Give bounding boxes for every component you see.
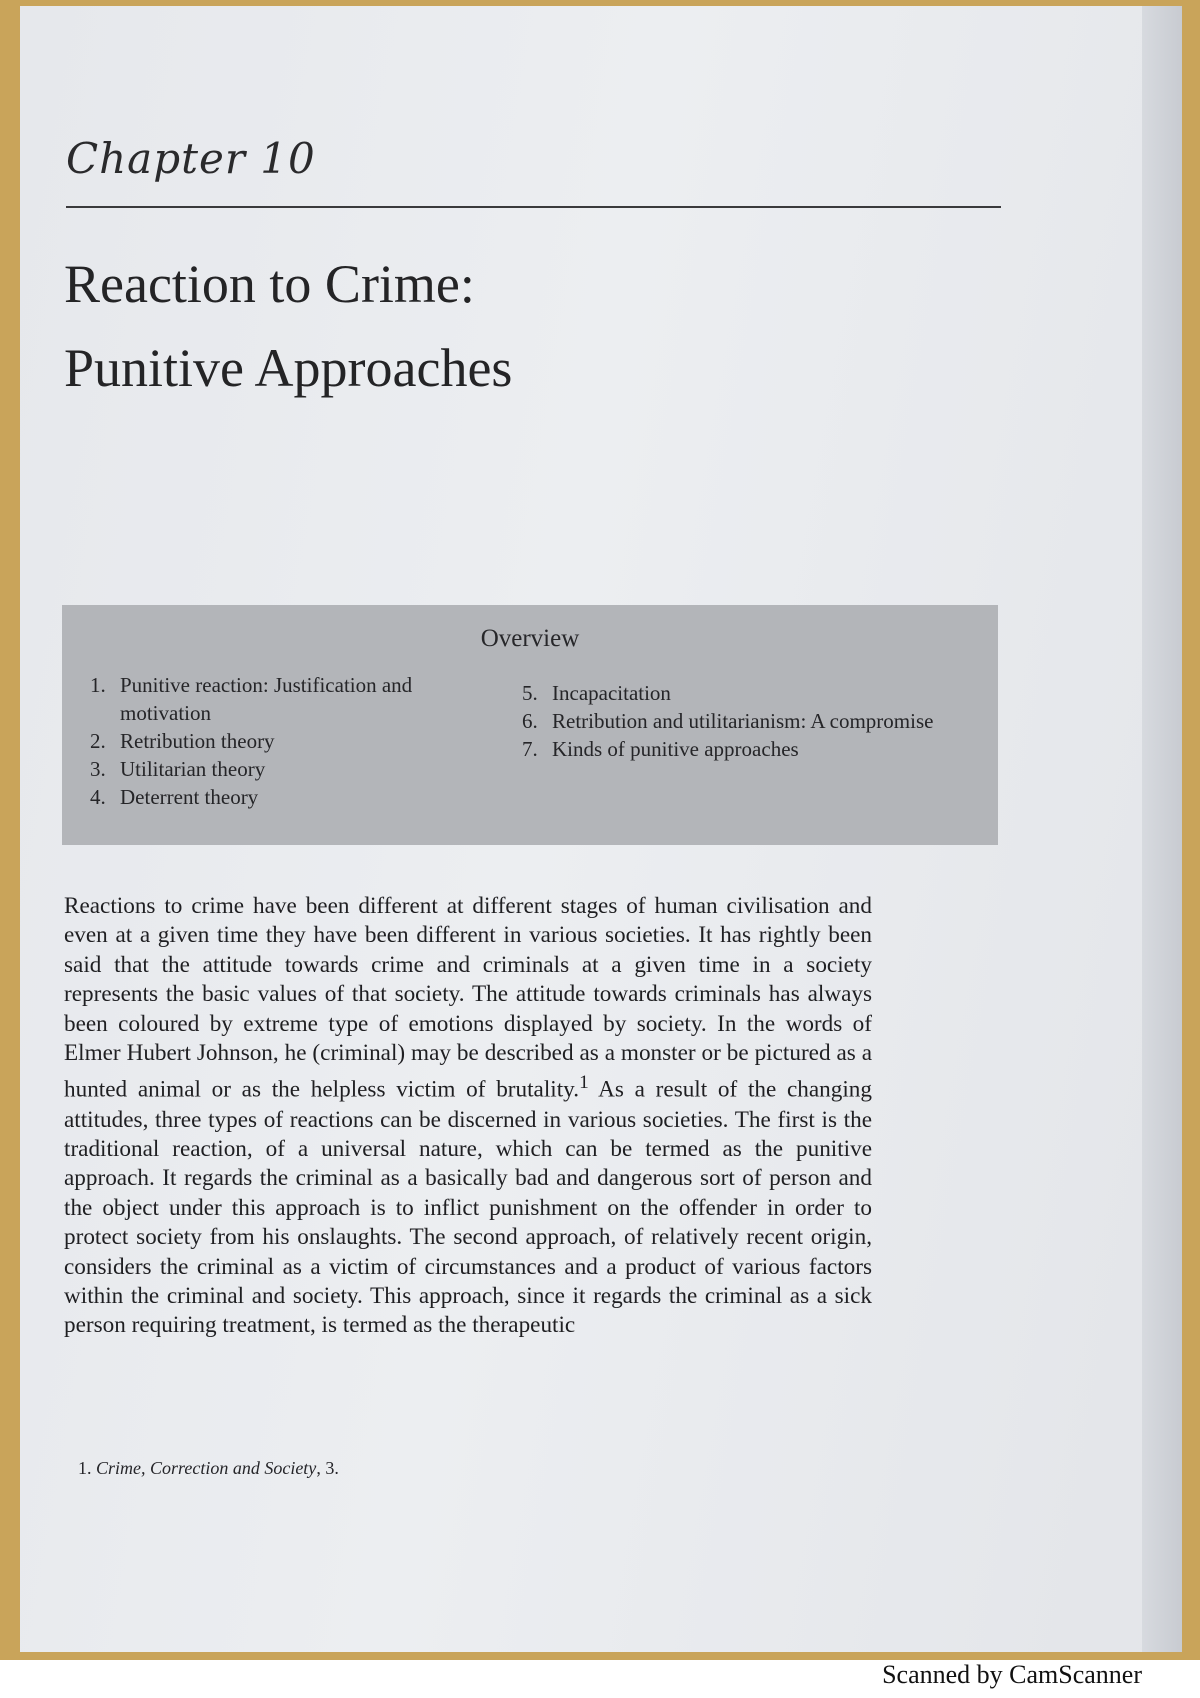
overview-item-text: Retribution and utilitarianism: A compromise bbox=[552, 709, 934, 733]
chapter-title-line-1: Reaction to Crime: bbox=[64, 254, 475, 314]
body-text-before-note: Reactions to crime have been different at different stages of human civilisation and even at a given time they have been different in various societies. It has rightly been said that the attitude towards crime and criminals at a given time in a society represents the basic values of that society. The attitude towards criminals has always been coloured by extreme type of emotions displayed by society. In the words of Elmer Hubert Johnson, he (criminal) may be described as a monster or be pictured as a hunted animal or as the helpless victim of brutality. bbox=[64, 893, 872, 1104]
overview-item-number: 1. bbox=[90, 673, 106, 697]
body-paragraph bbox=[64, 892, 872, 1341]
overview-item-number: 3. bbox=[90, 757, 106, 781]
overview-item-text: Deterrent theory bbox=[120, 785, 259, 809]
footnote-suffix: , 3. bbox=[316, 1458, 339, 1478]
show-through-text bbox=[380, 58, 385, 81]
overview-item-text: Incapacitation bbox=[552, 681, 671, 705]
book-page bbox=[20, 6, 1182, 1652]
overview-item bbox=[90, 783, 440, 811]
chapter-title-line-2: Punitive Approaches bbox=[64, 338, 513, 398]
chapter-rule bbox=[66, 206, 1001, 208]
footnote bbox=[78, 1458, 778, 1479]
overview-box bbox=[62, 605, 998, 845]
overview-item-text: Retribution theory bbox=[120, 729, 275, 753]
overview-item bbox=[522, 707, 982, 735]
overview-item-number: 2. bbox=[90, 729, 106, 753]
overview-item bbox=[522, 735, 982, 763]
footnote-title: Crime, Correction and Society bbox=[96, 1458, 317, 1478]
chapter-number: Chapter 10 bbox=[66, 134, 316, 183]
scanner-watermark: Scanned by CamScanner bbox=[882, 1660, 1142, 1689]
overview-item-text: Punitive reaction: Justification and motivation bbox=[120, 673, 413, 725]
footnote-reference[interactable]: 1 bbox=[579, 1072, 589, 1094]
overview-item bbox=[522, 679, 982, 707]
page-edge bbox=[1142, 6, 1182, 1652]
overview-item-number: 4. bbox=[90, 785, 106, 809]
footnote-number: 1. bbox=[78, 1458, 92, 1478]
overview-item-number: 7. bbox=[522, 737, 538, 761]
overview-item-number: 5. bbox=[522, 681, 538, 705]
overview-list-left bbox=[90, 671, 440, 811]
overview-item-number: 6. bbox=[522, 709, 538, 733]
chapter-title bbox=[64, 242, 964, 410]
overview-item bbox=[90, 727, 440, 755]
overview-item-text: Kinds of punitive approaches bbox=[552, 737, 799, 761]
overview-item bbox=[90, 755, 440, 783]
overview-title: Overview bbox=[480, 625, 580, 652]
overview-item bbox=[90, 671, 440, 727]
body-text-after-note: As a result of the changing attitudes, three types of reactions can be discerned in various societies. The first is the traditional reaction, of a universal nature, which can be termed as the punitive approach. It regards the criminal as a basically bad and dangerous sort of person and the object under this approach is to inflict punishment on the offender in order to protect society from his onslaughts. The second approach, of relatively recent origin, considers the criminal as a victim of circumstances and a product of various factors within the criminal and society. This approach, since it regards the criminal as a sick person requiring treatment, is termed as the therapeutic bbox=[64, 1077, 872, 1339]
overview-list-right bbox=[522, 679, 982, 763]
overview-item-text: Utilitarian theory bbox=[120, 757, 266, 781]
